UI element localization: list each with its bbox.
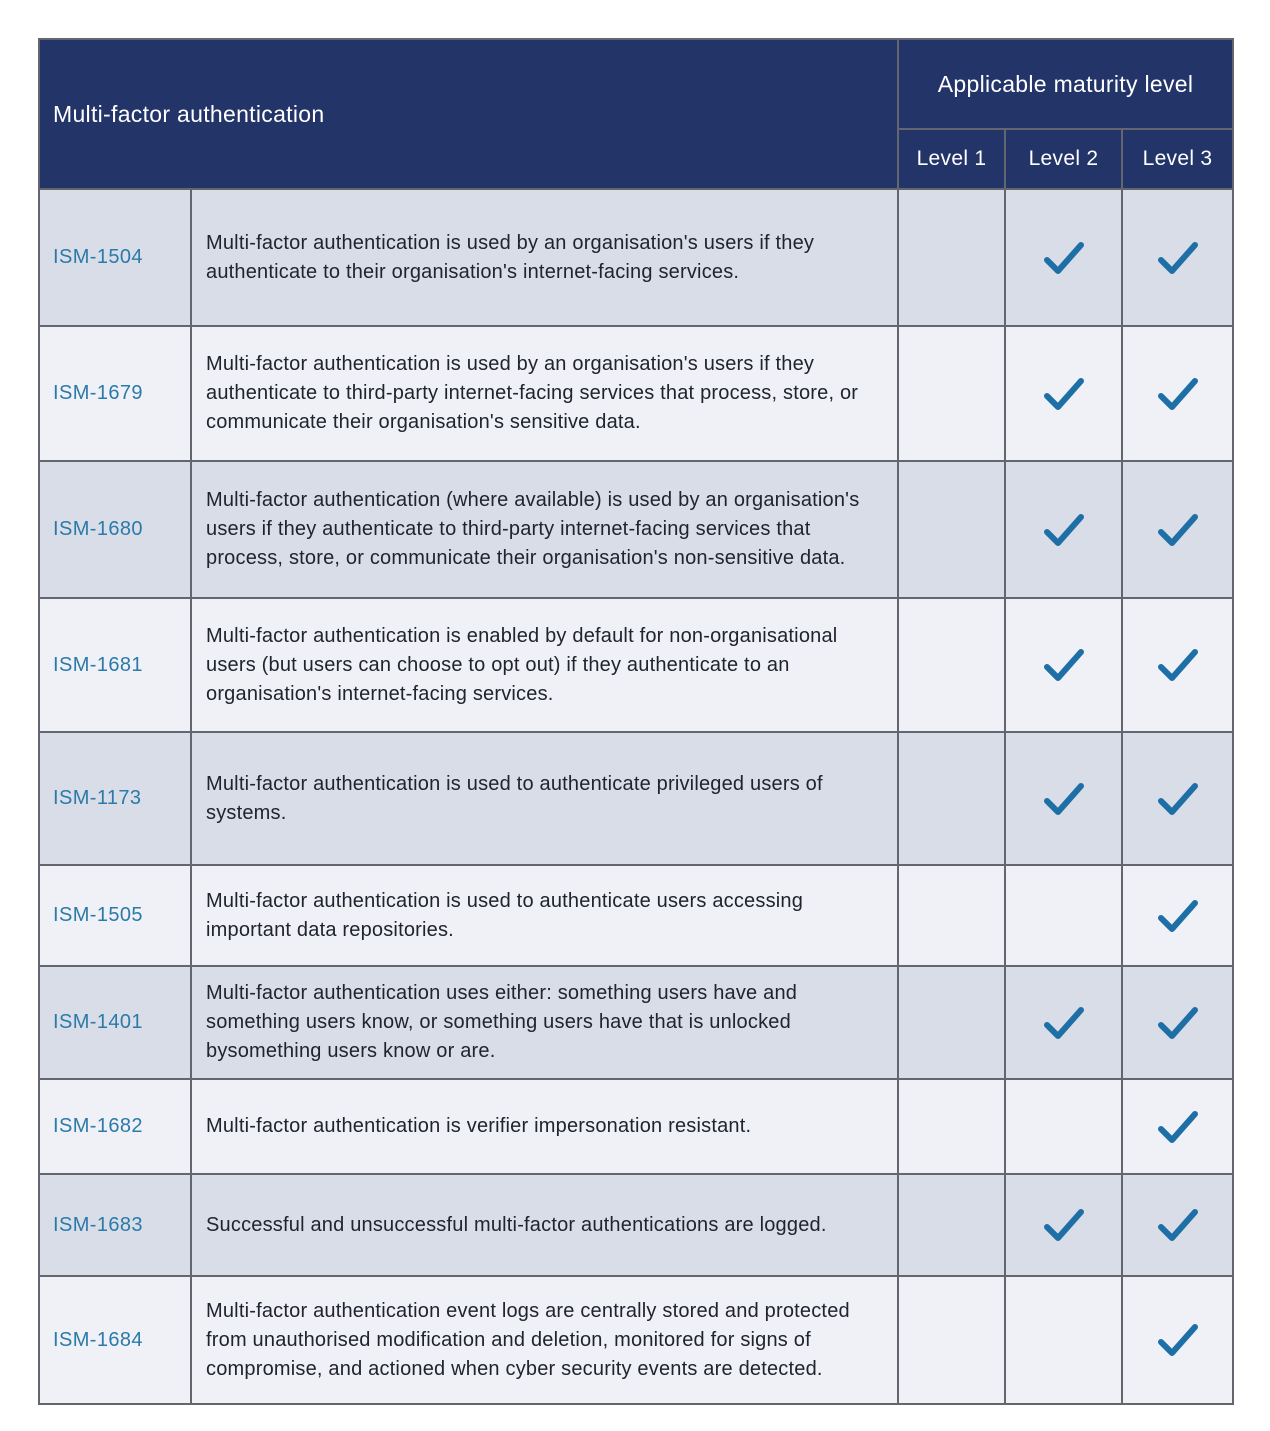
control-description: Successful and unsuccessful multi-factor authentications are logged.: [191, 1174, 898, 1276]
table-row: [39, 966, 1233, 1079]
level3-cell: [1122, 598, 1233, 732]
ism-code: ISM-1401: [39, 966, 191, 1079]
ism-code: ISM-1505: [39, 865, 191, 966]
level2-cell: [1005, 598, 1122, 732]
level1-cell: [898, 598, 1005, 732]
check-icon: [1041, 374, 1087, 414]
check-icon: [1155, 896, 1201, 936]
table-title: Multi-factor authentication: [39, 39, 898, 189]
level1-cell: [898, 732, 1005, 865]
check-icon: [1155, 1205, 1201, 1245]
control-description: Multi-factor authentication event logs are centrally stored and protected from unauthorised modification and deletion, monitored for signs of compromise, and actioned when cyber security events are detected.: [191, 1276, 898, 1404]
table-row: [39, 732, 1233, 865]
level2-cell: [1005, 1079, 1122, 1174]
check-icon: [1041, 779, 1087, 819]
level1-cell: [898, 1276, 1005, 1404]
level2-cell: [1005, 732, 1122, 865]
level3-cell: [1122, 1276, 1233, 1404]
level1-cell: [898, 461, 1005, 598]
ism-code: ISM-1681: [39, 598, 191, 732]
level1-cell: [898, 189, 1005, 326]
level2-cell: [1005, 1276, 1122, 1404]
check-icon: [1041, 645, 1087, 685]
check-icon: [1155, 1320, 1201, 1360]
level1-cell: [898, 1079, 1005, 1174]
ism-code: ISM-1682: [39, 1079, 191, 1174]
table-row: [39, 1276, 1233, 1404]
ism-code: ISM-1679: [39, 326, 191, 461]
check-icon: [1041, 510, 1087, 550]
table-row: [39, 189, 1233, 326]
check-icon: [1155, 779, 1201, 819]
control-description: Multi-factor authentication is enabled by default for non-organisational users (but users can choose to opt out) if they authenticate to an organisation's internet-facing services.: [191, 598, 898, 732]
control-description: Multi-factor authentication (where available) is used by an organisation's users if they authenticate to third-party internet-facing services that process, store, or communicate their organisation's non-sensitive data.: [191, 461, 898, 598]
check-icon: [1041, 238, 1087, 278]
table-row: [39, 1079, 1233, 1174]
ism-code: ISM-1504: [39, 189, 191, 326]
table-row: [39, 1174, 1233, 1276]
level3-cell: [1122, 461, 1233, 598]
control-description: Multi-factor authentication is used to authenticate privileged users of systems.: [191, 732, 898, 865]
check-icon: [1155, 1003, 1201, 1043]
ism-code: ISM-1683: [39, 1174, 191, 1276]
column-header-level2: Level 2: [1005, 129, 1122, 189]
control-description: Multi-factor authentication is used to authenticate users accessing important data repositories.: [191, 865, 898, 966]
ism-code: ISM-1173: [39, 732, 191, 865]
column-header-level3: Level 3: [1122, 129, 1233, 189]
control-description: Multi-factor authentication is verifier impersonation resistant.: [191, 1079, 898, 1174]
level3-cell: [1122, 1079, 1233, 1174]
level2-cell: [1005, 1174, 1122, 1276]
check-icon: [1155, 374, 1201, 414]
level3-cell: [1122, 732, 1233, 865]
control-description: Multi-factor authentication is used by an organisation's users if they authenticate to their organisation's internet-facing services.: [191, 189, 898, 326]
level3-cell: [1122, 966, 1233, 1079]
check-icon: [1041, 1003, 1087, 1043]
level3-cell: [1122, 1174, 1233, 1276]
level1-cell: [898, 865, 1005, 966]
check-icon: [1155, 1107, 1201, 1147]
level1-cell: [898, 1174, 1005, 1276]
ism-code: ISM-1680: [39, 461, 191, 598]
level3-cell: [1122, 326, 1233, 461]
level1-cell: [898, 966, 1005, 1079]
level2-cell: [1005, 461, 1122, 598]
table-body: [39, 189, 1233, 1404]
level3-cell: [1122, 189, 1233, 326]
table-row: [39, 461, 1233, 598]
control-description: Multi-factor authentication is used by an organisation's users if they authenticate to third-party internet-facing services that process, store, or communicate their organisation's sensitive data.: [191, 326, 898, 461]
maturity-level-header: Applicable maturity level: [898, 39, 1233, 129]
check-icon: [1155, 645, 1201, 685]
check-icon: [1155, 510, 1201, 550]
control-description: Multi-factor authentication uses either: something users have and something users know, or something users have that is unlocked bysomething users know or are.: [191, 966, 898, 1079]
check-icon: [1041, 1205, 1087, 1245]
level2-cell: [1005, 189, 1122, 326]
table-row: [39, 598, 1233, 732]
ism-code: ISM-1684: [39, 1276, 191, 1404]
level2-cell: [1005, 326, 1122, 461]
level3-cell: [1122, 865, 1233, 966]
level2-cell: [1005, 966, 1122, 1079]
level2-cell: [1005, 865, 1122, 966]
level1-cell: [898, 326, 1005, 461]
maturity-table: [38, 38, 1234, 1405]
check-icon: [1155, 238, 1201, 278]
column-header-level1: Level 1: [898, 129, 1005, 189]
table-row: [39, 326, 1233, 461]
table-row: [39, 865, 1233, 966]
